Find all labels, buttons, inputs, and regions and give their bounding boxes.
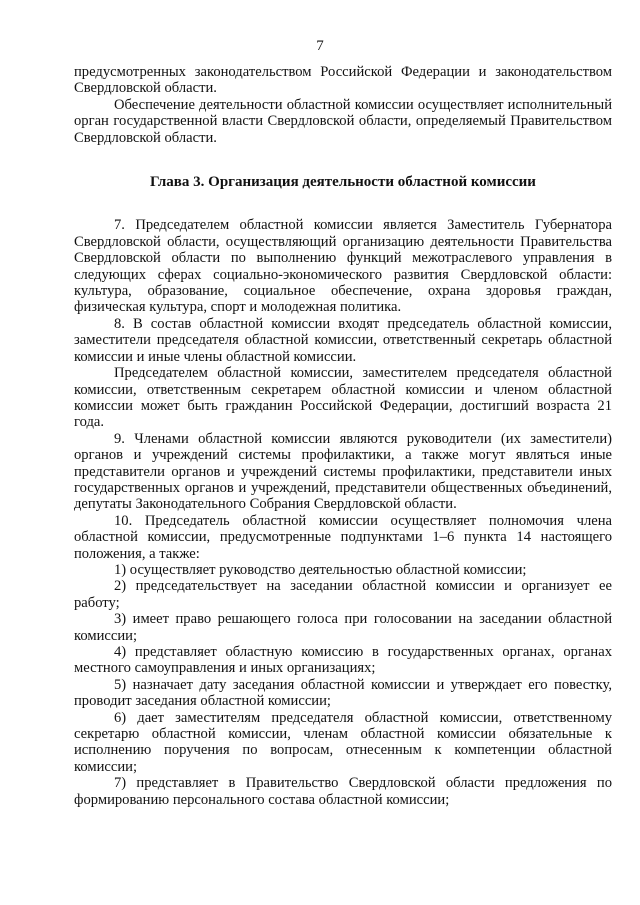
subparagraph-6: 6) дает заместителям председателя областной комиссии, ответственному секретарю областной комиссии, членам областной комиссии обязательные к исполнению поручения по вопросам, отнесенным к компетенции областной комиссии;: [74, 709, 612, 775]
paragraph-10: 10. Председатель областной комиссии осуществляет полномочия члена областной комиссии, предусмотренные подпунктами 1–6 пункта 14 настоящего положения, а также:: [74, 512, 612, 562]
intro-paragraph: Обеспечение деятельности областной комиссии осуществляет исполнительный орган государственной власти Свердловской области, определяемый Правительством Свердловской области.: [74, 96, 612, 146]
subparagraph-4: 4) представляет областную комиссию в государственных органах, органах местного самоуправления и иных организациях;: [74, 644, 612, 677]
paragraph-8: 8. В состав областной комиссии входят председатель областной комиссии, заместители председателя областной комиссии, ответственный секретарь областной комиссии и иные члены областной комиссии.: [74, 315, 612, 365]
paragraph-7: 7. Председателем областной комиссии является Заместитель Губернатора Свердловской области, осуществляющий организацию деятельности Правительства Свердловской области по выполнению функций межотраслевого управления в следующих сферах социально-экономического развития Свердловской области: культура, образование, социальное обеспечение, охрана здоровья граждан, физическая культура, спорт и молодежная политика.: [74, 217, 612, 316]
subparagraph-5: 5) назначает дату заседания областной комиссии и утверждает его повестку, проводит заседания областной комиссии;: [74, 676, 612, 710]
intro-continuation: предусмотренных законодательством Российской Федерации и законодательством Свердловской области.: [74, 64, 612, 97]
subparagraph-3: 3) имеет право решающего голоса при голосовании на заседании областной комиссии;: [74, 611, 612, 644]
chapter-heading: Глава 3. Организация деятельности областной комиссии: [150, 174, 536, 191]
paragraph-8-continued: Председателем областной комиссии, заместителем председателя областной комиссии, ответственным секретарем областной комиссии и членом областной комиссии может быть гражданин Российской Федерации, достигший возраста 21 года.: [74, 365, 612, 431]
subparagraph-7: 7) представляет в Правительство Свердловской области предложения по формированию персонального состава областной комиссии;: [74, 775, 612, 808]
subparagraph-2: 2) председательствует на заседании областной комиссии и организует ее работу;: [74, 578, 612, 611]
subparagraph-1: 1) осуществляет руководство деятельностью областной комиссии;: [114, 561, 527, 578]
paragraph-9: 9. Членами областной комиссии являются руководители (их заместители) органов и учреждений системы профилактики, а также могут являться иные представители органов и учреждений системы профилактики, представители иных государственных органов и учреждений, представители общественных объединений, депутаты Законодательного Собрания Свердловской области.: [74, 430, 612, 513]
page-number: 7: [316, 38, 324, 54]
document-body: [74, 64, 612, 808]
